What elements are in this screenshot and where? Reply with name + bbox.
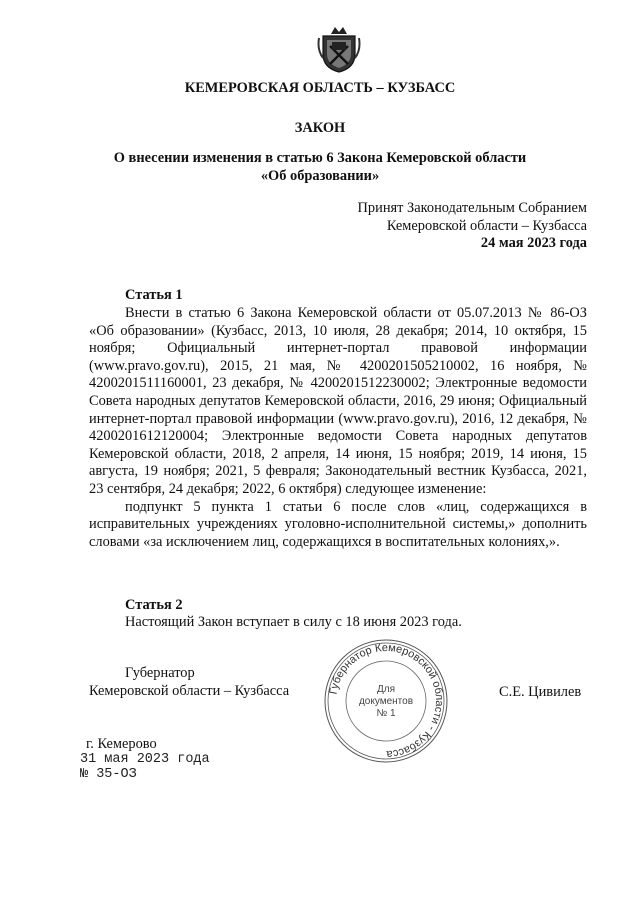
adoption-date: 24 мая 2023 года [480, 235, 587, 252]
coat-of-arms-emblem [317, 24, 361, 74]
adoption-line-2: Кемеровской области – Кузбасса [386, 217, 587, 234]
signatory-title [89, 665, 309, 700]
article-1-paragraph-1: Внести в статью 6 Закона Кемеровской области от 05.07.2013 № 86-ОЗ «Об образовании» (Кузбасс, 2013, 10 июля, 28 декабря; 2014, 10 октября, 15 ноября; Официальный интернет-портал правовой информации (www.pravo.gov.ru), 2015, 21 мая, № 4200201505210002, 16 ноября, № 4200201511160001, 23 декабря, № 4200201512230002; Электронные ведомости Совета народных депутатов Кемеровской области, 2016, 29 июня; Официальный интернет-портал правовой информации (www.pravo.gov.ru), 2016, 12 декабря, № 4200201612120004; Электронные ведомости Совета народных депутатов Кемеровской области, 2018, 2 апреля, 14 июня, 15 ноября; 2019, 14 июня, 15 августа, 19 ноября; 2021, 5 февраля; Законодательный вестник Кузбасса, 2021, 23 сентября, 24 декабря; 2022, 6 октября) следующее изменение: [89, 305, 587, 497]
law-title-line-2: «Об образовании» [260, 167, 380, 184]
registration-block [80, 752, 210, 782]
law-title-line-1: О внесении изменения в статью 6 Закона Кемеровской области [113, 150, 527, 166]
article-2-heading: Статья 2 [125, 597, 183, 613]
article-1-heading: Статья 1 [125, 287, 183, 303]
article-2-body [89, 614, 587, 632]
law-title [95, 150, 545, 185]
registration-number: № 35-ОЗ [80, 767, 137, 782]
seal-center-line-3: № 1 [376, 708, 396, 719]
article-1-body [89, 305, 587, 551]
region-heading: КЕМЕРОВСКАЯ ОБЛАСТЬ – КУЗБАСС [184, 80, 456, 96]
signatory-title-line-1: Губернатор [125, 665, 195, 681]
adoption-line-1: Принят Законодательным Собранием [357, 200, 587, 216]
seal-ring-text: Губернатор Кемеровской области - Кузбасса [327, 641, 446, 761]
official-seal [322, 637, 450, 765]
article-1-paragraph-2: подпункт 5 пункта 1 статьи 6 после слов «лиц, содержащихся в исправительных учреждениях уголовно-исполнительной системы,» дополнить словами «за исключением лиц, содержащихся в воспитательных колониях,». [89, 498, 587, 550]
article-2-paragraph: Настоящий Закон вступает в силу с 18 июня 2023 года. [125, 614, 462, 630]
registration-date: 31 мая 2023 года [80, 752, 210, 767]
signing-place: г. Кемерово [86, 736, 157, 752]
signatory-name: С.Е. Цивилев [499, 684, 582, 700]
seal-center-line-1: Для [376, 684, 396, 695]
signatory-title-line-2: Кемеровской области – Кузбасса [89, 682, 290, 699]
adoption-block [358, 200, 587, 253]
document-type: ЗАКОН [294, 120, 346, 136]
seal-center-line-2: документов [358, 696, 414, 707]
